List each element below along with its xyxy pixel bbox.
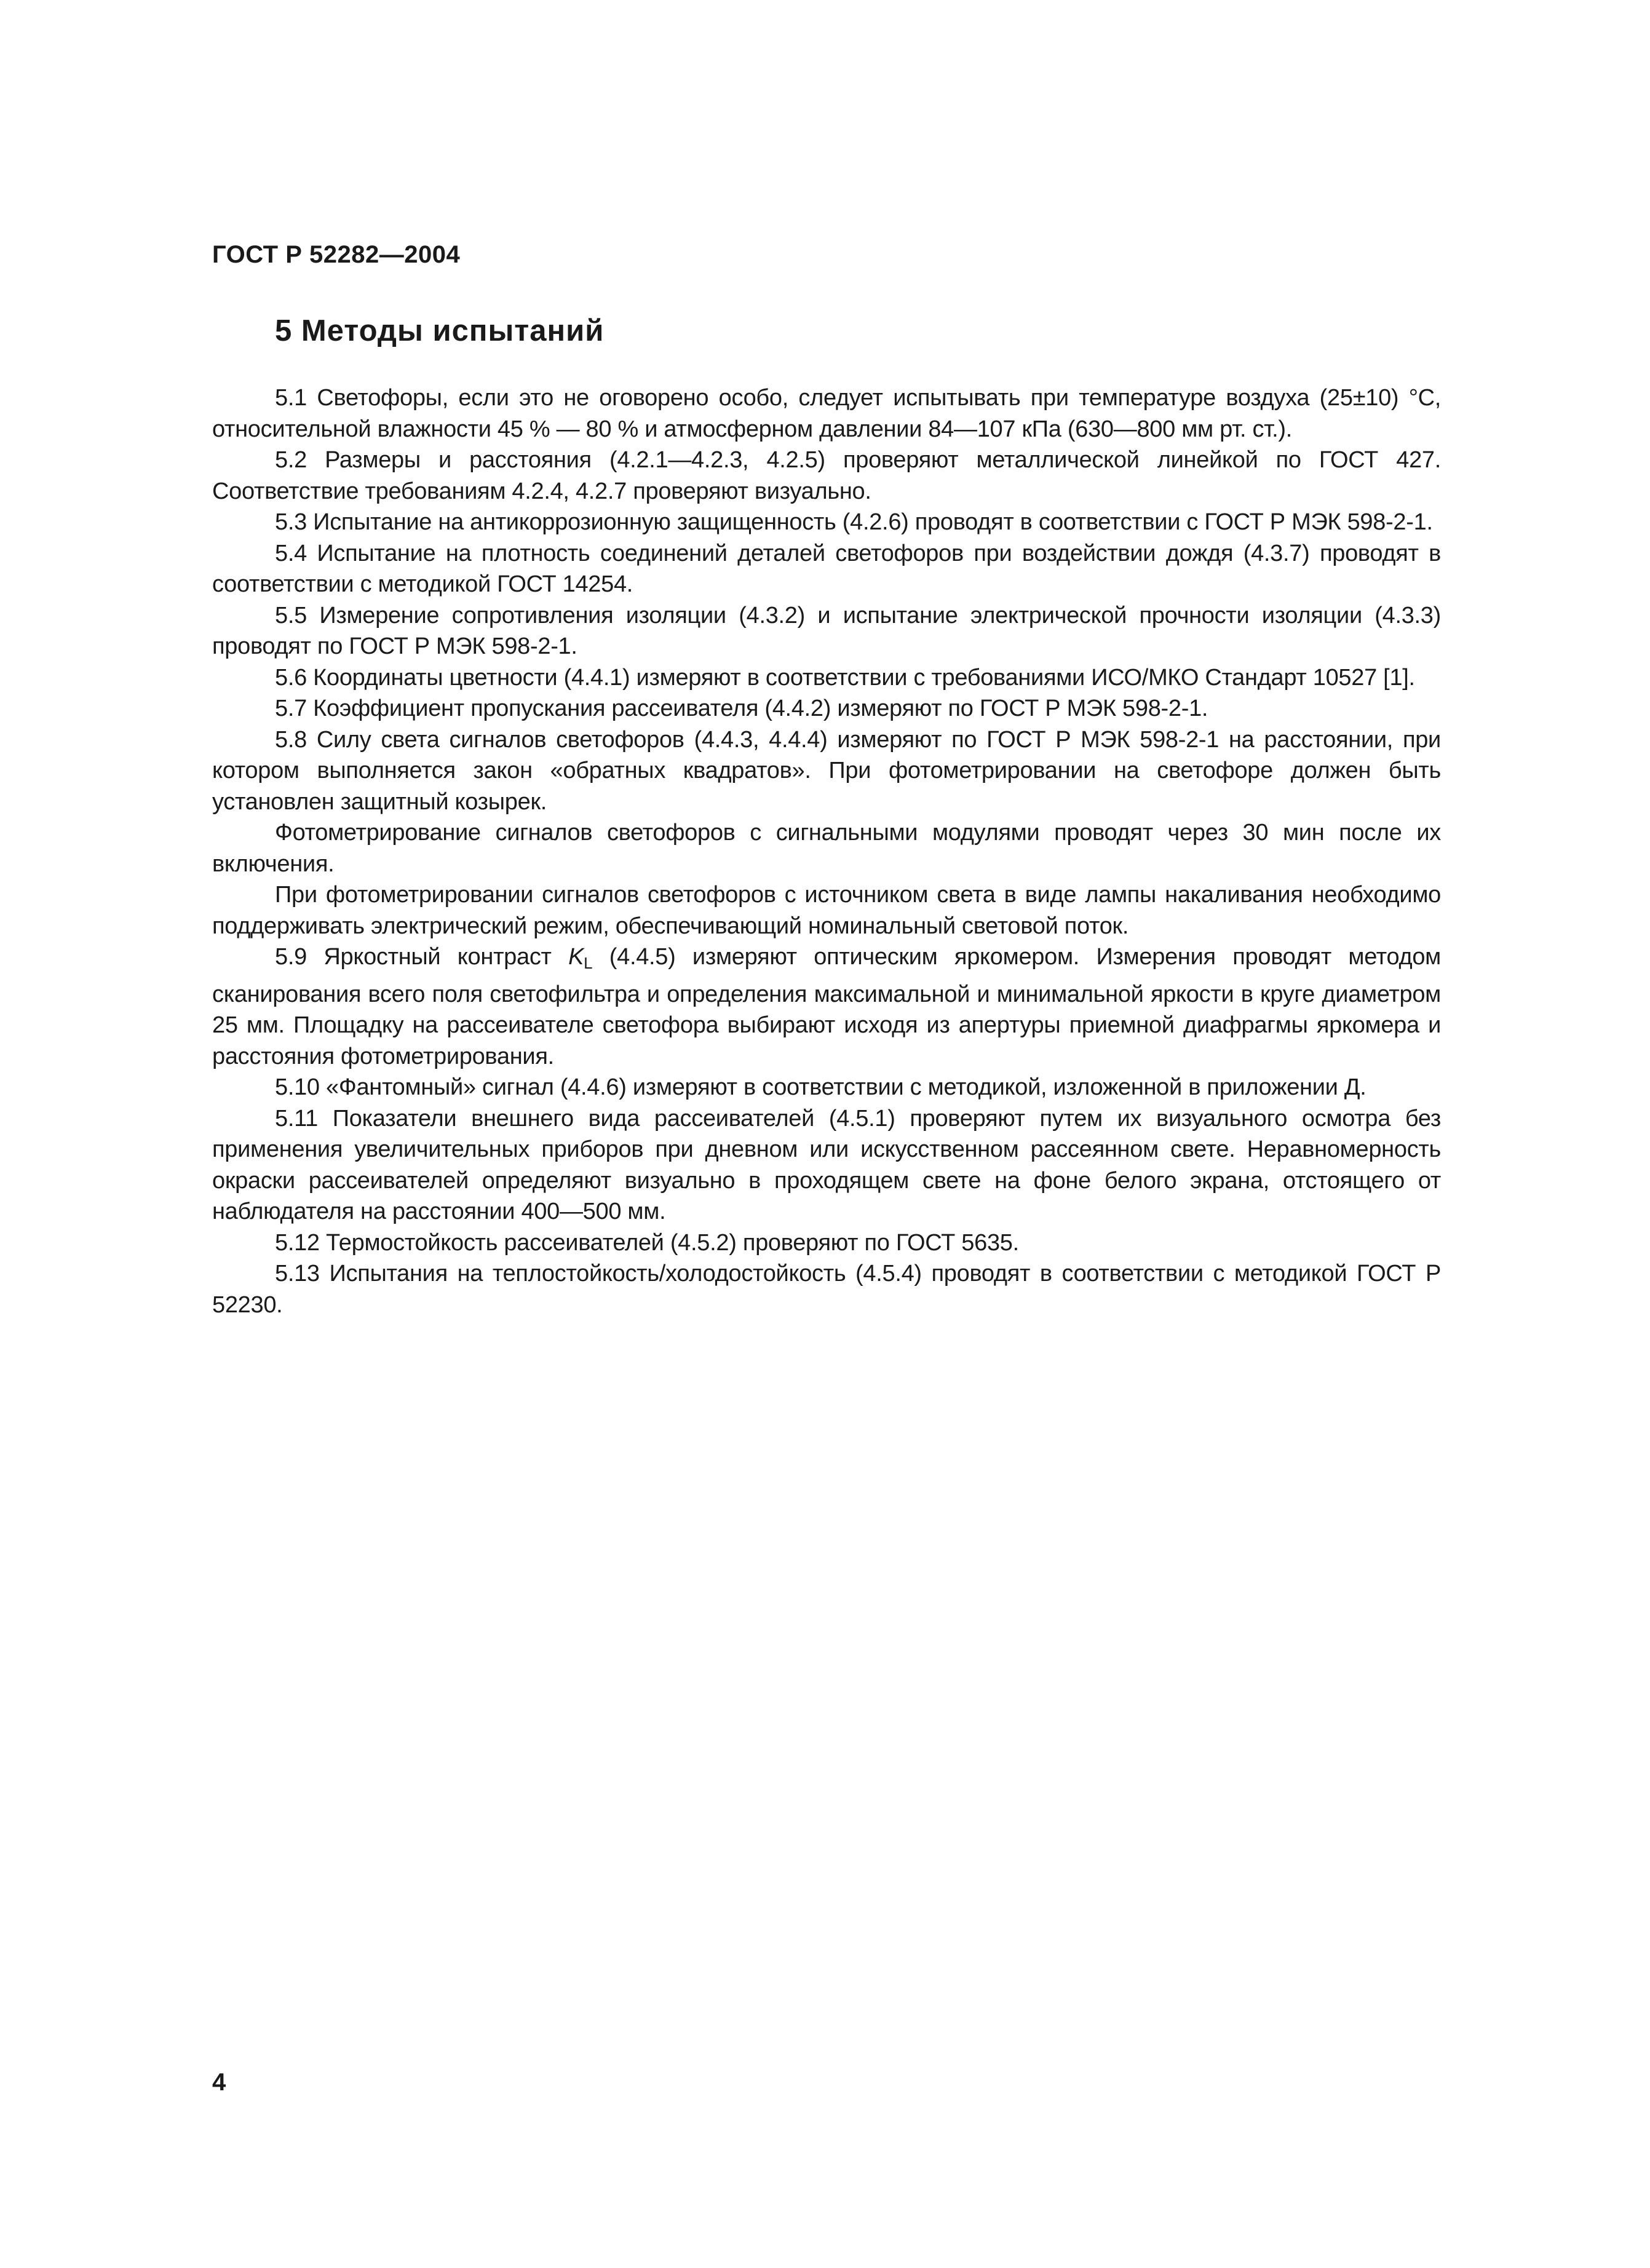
page-number: 4 [212,2069,226,2096]
paragraph-5-8-photometry-lamp: При фотометрировании сигналов светофоров с источником света в виде лампы накаливания необходимо поддерживать электрический режим, обеспечивающий номинальный световой поток. [212,882,1441,939]
section-body [212,383,1441,1320]
paragraph-5-1: 5.1 Светофоры, если это не оговорено особо, следует испытывать при температуре воздуха (25±10) °С, относительной влажности 45 % — 80 % и атмосферном давлении 84—107 кПа (630—800 мм рт. ст.). [212,385,1441,442]
paragraph-5-11: 5.11 Показатели внешнего вида рассеивателей (4.5.1) проверяют путем их визуального осмотра без применения увеличительных приборов при дневном или искусственном рассеянном свете. Неравномерность окраски рассеивателей определяют визуально в проходящем свете на фоне белого экрана, отстоящего от наблюдателя на расстоянии 400—500 мм. [212,1105,1441,1224]
document-header: ГОСТ Р 52282—2004 [212,241,461,268]
paragraph-5-12: 5.12 Термостойкость рассеивателей (4.5.2) проверяют по ГОСТ 5635. [275,1229,1019,1256]
paragraph-5-7: 5.7 Коэффициент пропускания рассеивателя (4.4.2) измеряют по ГОСТ Р МЭК 598-2-1. [275,696,1208,721]
paragraph-5-10: 5.10 «Фантомный» сигнал (4.4.6) измеряют в соответствии с методикой, изложенной в приложении Д. [275,1074,1366,1100]
section-title: 5 Методы испытаний [275,314,605,347]
paragraph-5-2: 5.2 Размеры и расстояния (4.2.1—4.2.3, 4.2.5) проверяют металлической линейкой по ГОСТ 427. Соответствие требованиям 4.2.4, 4.2.7 проверяют визуально. [212,447,1441,504]
paragraph-5-9 [212,942,1441,1072]
paragraph-5-9-lead: 5.9 Яркостный контраст [275,944,569,970]
paragraph-5-3: 5.3 Испытание на антикоррозионную защищенность (4.2.6) проводят в соответствии с ГОСТ Р МЭК 598-2-1. [275,509,1433,535]
paragraph-5-8-photometry-modules: Фотометрирование сигналов светофоров с сигнальными модулями проводят через 30 мин после их включения. [212,820,1441,877]
paragraph-5-9-rest: (4.4.5) измеряют оптическим яркомером. Измерения проводят методом сканирования всего поля светофильтра и определения максимальной и минимальной яркости в круге диаметром 25 мм. Площадку на рассеивателе светофора выбирают исходя из апертуры приемной диафрагмы яркомера и расстояния фотометрирования. [212,944,1441,1069]
paragraph-5-4: 5.4 Испытание на плотность соединений деталей светофоров при воздействии дождя (4.3.7) проводят в соответствии с методикой ГОСТ 14254. [212,540,1441,597]
paragraph-5-13: 5.13 Испытания на теплостойкость/холодостойкость (4.5.4) проводят в соответствии с методикой ГОСТ Р 52230. [212,1261,1441,1318]
paragraph-5-8: 5.8 Силу света сигналов светофоров (4.4.3, 4.4.4) измеряют по ГОСТ Р МЭК 598-2-1 на расстоянии, при котором выполняется закон «обратных квадратов». При фотометрировании на светофоре должен быть установлен защитный козырек. [212,726,1441,815]
paragraph-5-6: 5.6 Координаты цветности (4.4.1) измеряют в соответствии с требованиями ИСО/МКО Стандарт 10527 [1]. [275,664,1415,691]
paragraph-5-5: 5.5 Измерение сопротивления изоляции (4.3.2) и испытание электрической прочности изоляции (4.3.3) проводят по ГОСТ Р МЭК 598-2-1. [212,602,1441,659]
contrast-subscript: L [584,954,593,972]
contrast-symbol: K [568,944,584,970]
